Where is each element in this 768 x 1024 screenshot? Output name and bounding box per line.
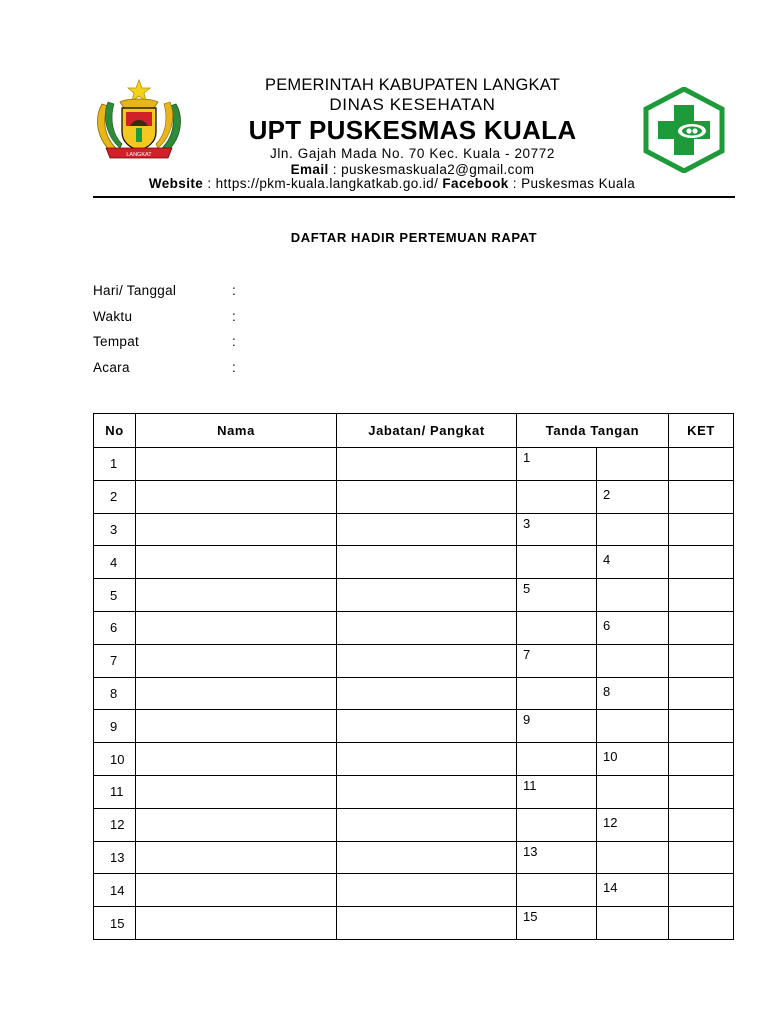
signature-cell-left[interactable] [517, 513, 597, 546]
nama-cell[interactable] [136, 907, 337, 940]
signature-cell-right[interactable] [597, 677, 669, 710]
jabatan-cell[interactable] [337, 546, 517, 579]
nama-cell[interactable] [136, 448, 337, 481]
signature-number: 14 [603, 880, 618, 896]
row-no-cell: 4 [94, 546, 136, 579]
nama-cell[interactable] [136, 513, 337, 546]
header-no: No [94, 414, 136, 448]
table-row [94, 907, 734, 940]
ket-cell[interactable] [669, 841, 734, 874]
field-label: Hari/ Tanggal [93, 283, 177, 298]
table-row [94, 808, 734, 841]
signature-cell-right[interactable] [597, 808, 669, 841]
signature-number: 5 [523, 581, 531, 597]
header-nama: Nama [136, 414, 337, 448]
signature-cell-right[interactable] [597, 874, 669, 907]
ket-cell[interactable] [669, 448, 734, 481]
ket-cell[interactable] [669, 874, 734, 907]
signature-cell-left[interactable] [517, 611, 597, 644]
ket-cell[interactable] [669, 907, 734, 940]
nama-cell[interactable] [136, 546, 337, 579]
table-row [94, 775, 734, 808]
signature-cell-left[interactable] [517, 874, 597, 907]
row-no-cell: 8 [94, 677, 136, 710]
header-tanda-tangan: Tanda Tangan [517, 414, 669, 448]
signature-number: 12 [603, 814, 618, 830]
table-row [94, 448, 734, 481]
email-value: : puskesmaskuala2@gmail.com [328, 162, 535, 177]
table-row [94, 546, 734, 579]
signature-cell-left[interactable] [517, 907, 597, 940]
signature-cell-right[interactable] [597, 480, 669, 513]
jabatan-cell[interactable] [337, 677, 517, 710]
signature-cell-right[interactable] [597, 448, 669, 481]
signature-cell-right[interactable] [597, 579, 669, 612]
jabatan-cell[interactable] [337, 743, 517, 776]
row-no-cell: 3 [94, 513, 136, 546]
signature-number: 10 [603, 749, 618, 765]
signature-cell-right[interactable] [597, 775, 669, 808]
jabatan-cell[interactable] [337, 775, 517, 808]
signature-cell-left[interactable] [517, 710, 597, 743]
signature-cell-left[interactable] [517, 546, 597, 579]
table-row [94, 874, 734, 907]
row-no-cell: 5 [94, 579, 136, 612]
field-colon: : [232, 334, 237, 349]
ket-cell[interactable] [669, 710, 734, 743]
signature-cell-right[interactable] [597, 907, 669, 940]
jabatan-cell[interactable] [337, 611, 517, 644]
signature-cell-right[interactable] [597, 513, 669, 546]
signature-number: 4 [603, 552, 611, 568]
nama-cell[interactable] [136, 611, 337, 644]
nama-cell[interactable] [136, 874, 337, 907]
signature-cell-left[interactable] [517, 743, 597, 776]
row-no-cell: 13 [94, 841, 136, 874]
coat-of-arms-icon [92, 78, 186, 164]
puskesmas-logo-icon [642, 87, 726, 173]
row-no-cell: 10 [94, 743, 136, 776]
signature-cell-left[interactable] [517, 775, 597, 808]
department-name: DINAS KESEHATAN [329, 95, 496, 114]
jabatan-cell[interactable] [337, 808, 517, 841]
nama-cell[interactable] [136, 841, 337, 874]
nama-cell[interactable] [136, 808, 337, 841]
signature-cell-right[interactable] [597, 644, 669, 677]
signature-cell-left[interactable] [517, 480, 597, 513]
jabatan-cell[interactable] [337, 448, 517, 481]
signature-number: 15 [523, 909, 538, 925]
signature-number: 11 [523, 777, 537, 793]
field-colon: : [232, 360, 237, 375]
table-row [94, 677, 734, 710]
signature-cell-right[interactable] [597, 710, 669, 743]
jabatan-cell[interactable] [337, 579, 517, 612]
table-row [94, 480, 734, 513]
field-label: Waktu [93, 309, 133, 324]
ket-cell[interactable] [669, 743, 734, 776]
website-line [92, 176, 692, 192]
signature-number: 13 [523, 843, 538, 859]
nama-cell[interactable] [136, 743, 337, 776]
attendance-table [93, 413, 734, 940]
signature-number: 8 [603, 683, 611, 699]
jabatan-cell[interactable] [337, 513, 517, 546]
nama-cell[interactable] [136, 480, 337, 513]
signature-number: 2 [603, 486, 611, 502]
row-no-cell: 2 [94, 480, 136, 513]
signature-cell-right[interactable] [597, 841, 669, 874]
signature-cell-left[interactable] [517, 579, 597, 612]
nama-cell[interactable] [136, 710, 337, 743]
row-no-cell: 1 [94, 448, 136, 481]
header-ket: KET [669, 414, 734, 448]
ket-cell[interactable] [669, 775, 734, 808]
jabatan-cell[interactable] [337, 874, 517, 907]
table-header-row [94, 414, 734, 448]
signature-cell-left[interactable] [517, 677, 597, 710]
ket-cell[interactable] [669, 480, 734, 513]
signature-cell-right[interactable] [597, 611, 669, 644]
jabatan-cell[interactable] [337, 644, 517, 677]
table-row [94, 513, 734, 546]
ket-cell[interactable] [669, 644, 734, 677]
field-waktu [93, 309, 237, 324]
signature-number: 6 [603, 617, 611, 633]
ket-cell[interactable] [669, 611, 734, 644]
row-no-cell: 15 [94, 907, 136, 940]
document-title: DAFTAR HADIR PERTEMUAN RAPAT [290, 230, 538, 245]
nama-cell[interactable] [136, 644, 337, 677]
jabatan-cell[interactable] [337, 907, 517, 940]
field-colon: : [232, 309, 237, 324]
signature-number: 3 [523, 515, 531, 531]
facebook-label: Facebook [442, 176, 509, 191]
signature-cell-right[interactable] [597, 546, 669, 579]
ket-cell[interactable] [669, 546, 734, 579]
website-label: Website [148, 176, 204, 191]
letterhead-divider [93, 196, 735, 198]
ket-cell[interactable] [669, 677, 734, 710]
signature-cell-left[interactable] [517, 448, 597, 481]
letterhead [190, 76, 635, 178]
field-colon: : [232, 283, 237, 298]
jabatan-cell[interactable] [337, 710, 517, 743]
jabatan-cell[interactable] [337, 480, 517, 513]
row-no-cell: 11 [94, 775, 136, 808]
email-label: Email [290, 162, 329, 177]
row-no-cell: 14 [94, 874, 136, 907]
row-no-cell: 12 [94, 808, 136, 841]
table-row [94, 841, 734, 874]
ket-cell[interactable] [669, 579, 734, 612]
field-label: Acara [93, 360, 130, 375]
nama-cell[interactable] [136, 775, 337, 808]
header-jabatan: Jabatan/ Pangkat [337, 414, 517, 448]
field-hari-tanggal [93, 283, 237, 298]
field-tempat [93, 334, 237, 349]
table-row [94, 611, 734, 644]
ket-cell[interactable] [669, 513, 734, 546]
jabatan-cell[interactable] [337, 841, 517, 874]
signature-cell-left[interactable] [517, 841, 597, 874]
nama-cell[interactable] [136, 677, 337, 710]
table-row [94, 644, 734, 677]
nama-cell[interactable] [136, 579, 337, 612]
table-row [94, 579, 734, 612]
table-row [94, 743, 734, 776]
row-no-cell: 9 [94, 710, 136, 743]
field-acara [93, 360, 237, 375]
address: Jln. Gajah Mada No. 70 Kec. Kuala - 20772 [269, 146, 555, 161]
signature-number: 7 [523, 646, 531, 662]
row-no-cell: 7 [94, 644, 136, 677]
signature-number: 9 [523, 712, 531, 728]
government-name: PEMERINTAH KABUPATEN LANGKAT [264, 76, 560, 94]
seal-text: LANGKAT [126, 152, 152, 158]
table-row [94, 710, 734, 743]
signature-cell-left[interactable] [517, 808, 597, 841]
signature-number: 1 [523, 450, 531, 465]
signature-cell-left[interactable] [517, 644, 597, 677]
ket-cell[interactable] [669, 808, 734, 841]
signature-cell-right[interactable] [597, 743, 669, 776]
field-label: Tempat [93, 334, 140, 349]
facebook-value: : Puskesmas Kuala [508, 176, 636, 191]
organization-name: UPT PUSKESMAS KUALA [248, 115, 577, 145]
row-no-cell: 6 [94, 611, 136, 644]
website-value: : https://pkm-kuala.langkatkab.go.id/ [203, 176, 443, 191]
